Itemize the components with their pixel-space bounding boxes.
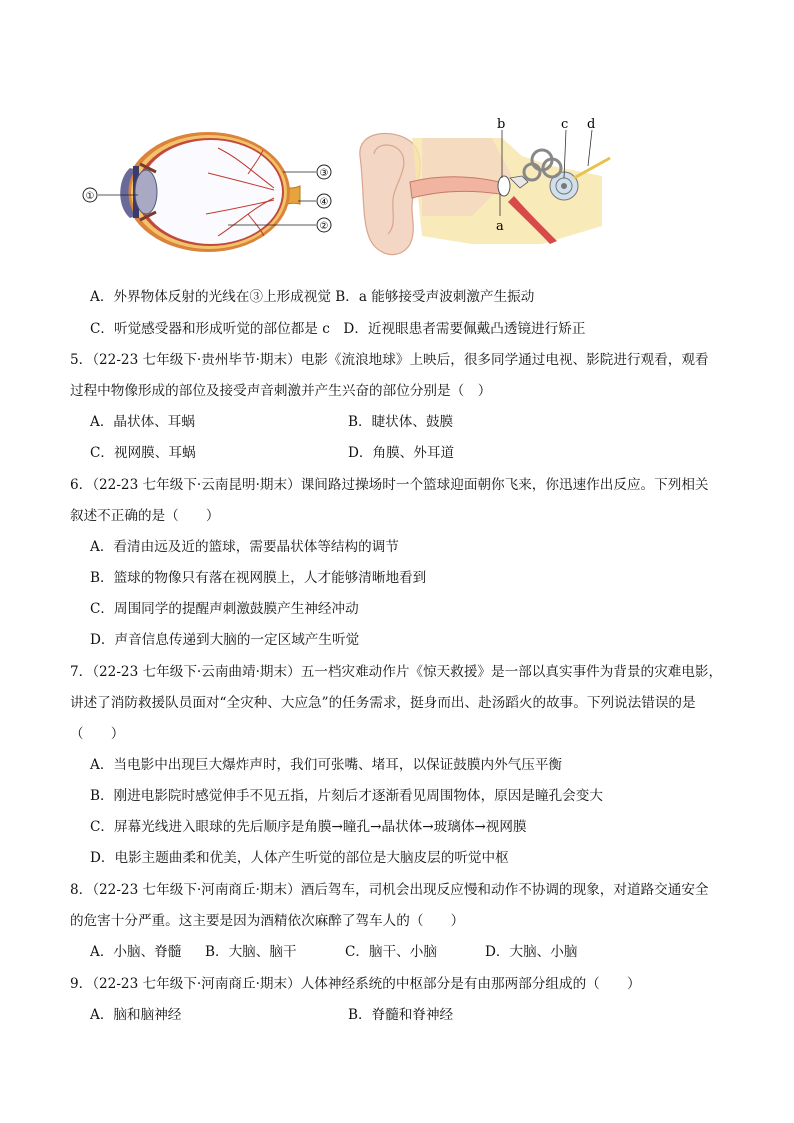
q6-option-b: B．篮球的物像只有落在视网膜上，人才能够清晰地看到 [90,570,427,586]
q7-stem-1: 7．（22-23 七年级下·云南曲靖·期末）五一档灾难动作片《惊天救援》是一部以真实事件为背景的灾难电影， [70,664,723,680]
q7-option-c: C．屏幕光线进入眼球的先后顺序是角膜→瞳孔→晶状体→玻璃体→视网膜 [90,819,527,835]
q6-option-a: A．看清由远及近的篮球，需要晶状体等结构的调节 [90,539,399,555]
ear-label-c: c [561,117,569,132]
q8-option-c: C．脑干、小脑 [345,944,437,960]
eye-label-3: ③ [319,168,329,179]
q5-option-d: D．角膜、外耳道 [348,445,455,461]
q7-option-d: D．电影主题曲柔和优美，人体产生听觉的部位是大脑皮层的听觉中枢 [90,850,509,866]
q8-stem-1: 8．（22-23 七年级下·河南商丘·期末）酒后驾车，司机会出现反应慢和动作不协调的现象，对道路交通安全 [70,882,709,898]
q6-option-d: D．声音信息传递到大脑的一定区域产生听觉 [90,632,360,648]
q8-option-b: B．大脑、脑干 [205,944,297,960]
q8-option-d: D．大脑、小脑 [485,944,578,960]
q7-option-b: B．刚进电影院时感觉伸手不见五指，片刻后才逐渐看见周围物体，原因是瞳孔会变大 [90,788,603,804]
eye-label-1: ① [85,191,95,202]
ear-diagram [352,116,614,266]
ear-label-d: d [587,117,596,132]
q8-option-a: A．小脑、脊髓 [90,944,182,960]
eye-label-2: ② [319,221,329,232]
q5-option-c: C．视网膜、耳蜗 [90,445,196,461]
q4-option-ab: A．外界物体反射的光线在③上形成视觉 B．a 能够接受声波刺激产生振动 [90,289,535,305]
q6-option-c: C．周围同学的提醒声刺激鼓膜产生神经冲动 [90,601,359,617]
q7-option-a: A．当电影中出现巨大爆炸声时，我们可张嘴、堵耳，以保证鼓膜内外气压平衡 [90,757,563,773]
q4-option-cd: C．听觉感受器和形成听觉的部位都是 c D．近视眼患者需要佩戴凸透镜进行矫正 [90,321,586,337]
eye-label-4: ④ [319,197,329,208]
q5-stem-2: 过程中物像形成的部位及接受声音刺激并产生兴奋的部位分别是（ ） [70,383,492,399]
eye-diagram [78,128,350,258]
q9-stem-1: 9．（22-23 七年级下·河南商丘·期末）人体神经系统的中枢部分是有由那两部分组成的（ ） [70,976,641,992]
q5-stem-1: 5．（22-23 七年级下·贵州毕节·期末）电影《流浪地球》上映后，很多同学通过电视、影院进行观看，观看 [70,352,709,368]
q9-option-a: A．脑和脑神经 [90,1007,182,1023]
q7-stem-3: （ ） [70,726,125,742]
q6-stem-1: 6．（22-23 七年级下·云南昆明·期末）课间路过操场时一个篮球迎面朝你飞来，你迅速作出反应。下列相关 [70,477,709,493]
q5-option-a: A．晶状体、耳蜗 [90,414,195,430]
q9-option-b: B．脊髓和脊神经 [348,1007,454,1023]
q7-stem-2: 讲述了消防救援队员面对“全灾种、大应急”的任务需求，挺身而出、赴汤蹈火的故事。下列说法错误的是 [70,695,696,711]
q5-option-b: B．睫状体、鼓膜 [348,414,454,430]
ear-label-b: b [497,117,506,132]
q6-stem-2: 叙述不正确的是（ ） [70,508,220,524]
ear-label-a: a [496,219,504,234]
q8-stem-2: 的危害十分严重。这主要是因为酒精依次麻醉了驾车人的（ ） [70,913,465,929]
